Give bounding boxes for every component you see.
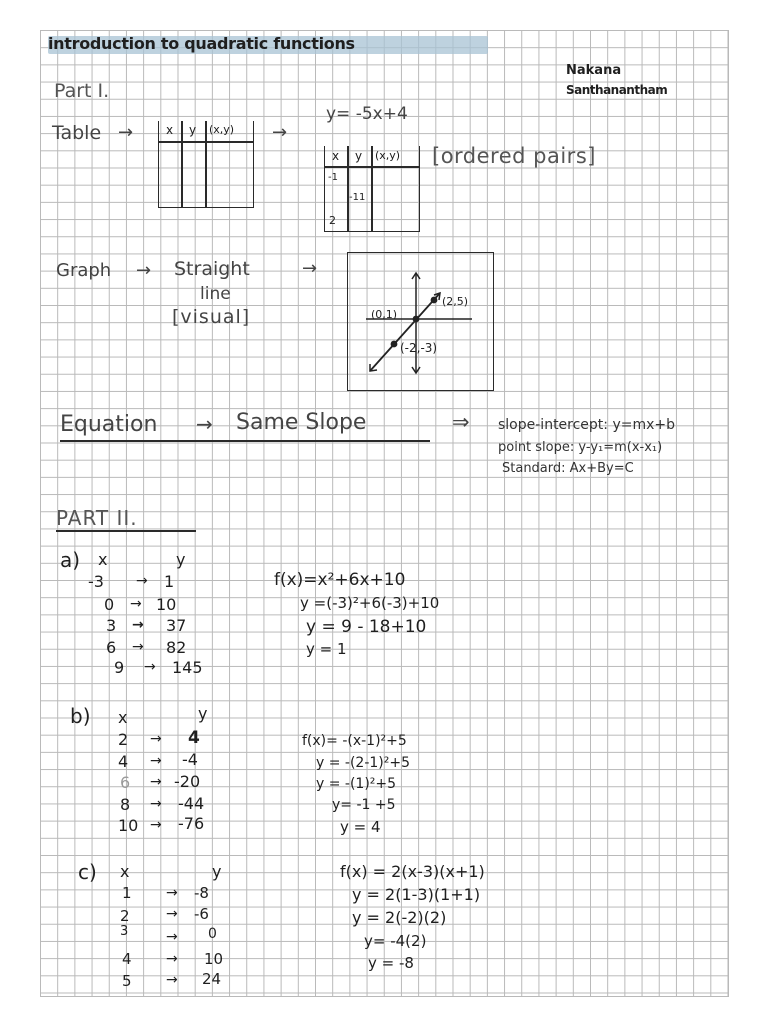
slope-intercept-form: slope-intercept: y=mx+b [498,417,676,433]
problem-b-step: y = -(2-1)²+5 [316,755,411,771]
problem-b-step: y= -1 +5 [332,797,396,813]
table2-header-y: y [355,149,363,163]
arrow-icon: → [166,906,178,922]
problem-b-y-value: -4 [182,750,198,769]
arrow-icon: → [118,122,134,143]
equation-underline [60,440,430,442]
problem-c-x-value: 3 [120,924,129,939]
arrow-icon: → [150,753,162,769]
problem-c-y-value: 24 [202,970,222,988]
table1-header-y: y [189,123,197,137]
table-label: Table [52,122,102,144]
point-0-1 [413,316,420,323]
arrow-icon: → [196,412,213,436]
problem-b-step: y = -(1)²+5 [316,776,397,792]
problem-c-step: y= -4(2) [364,932,427,950]
visual-label: [visual] [172,306,251,328]
problem-a-y-value: 145 [172,658,203,677]
problem-a-function: f(x)=x²+6x+10 [274,570,406,590]
problem-c-y-value: -6 [194,905,209,923]
problem-a-x-value: 6 [106,638,117,657]
arrow-icon: → [144,659,156,675]
problem-a-x-value: -3 [88,572,104,591]
table2-x-value: -1 [328,172,338,183]
arrow-icon: → [166,929,178,945]
problem-b-x-value: 2 [118,730,129,749]
problem-c-y-header: y [212,862,222,881]
double-arrow-icon: ⇒ [452,410,470,434]
problem-a-y-value: 82 [166,638,187,657]
problem-c-y-value: 10 [204,950,224,968]
problem-b-x-value: 10 [118,816,139,835]
arrow-icon: → [272,122,288,143]
problem-a-x-header: x [98,550,108,569]
point-neg2-neg3 [391,341,398,348]
line-graph [347,252,494,391]
problem-b-y-value: -20 [174,772,201,791]
problem-b-x-value: 6 [120,773,131,792]
same-slope-label: Same Slope [236,410,367,435]
point-label-2-5: (2,5) [442,295,469,308]
arrow-icon: → [136,260,152,281]
problem-b-function: f(x)= -(x-1)²+5 [302,733,407,749]
part-two-underline [56,530,196,532]
problem-a-x-value: 3 [106,616,117,635]
problem-c-function: f(x) = 2(x-3)(x+1) [340,862,485,881]
problem-a-step: y = 9 - 18+10 [306,617,427,637]
problem-a-answer: y = 1 [306,640,347,658]
arrow-icon: → [150,731,162,747]
table2-header-x: x [332,149,340,163]
problem-c-x-value: 1 [122,884,132,902]
problem-c-x-value: 5 [122,972,132,990]
author-first-name: Nakana [566,63,622,78]
problem-c-y-value: -8 [194,884,209,902]
arrow-icon: → [166,951,178,967]
point-label-0-1: (0,1) [371,308,398,321]
arrow-icon: → [150,774,162,790]
graph-label: Graph [56,260,112,281]
point-2-5 [431,297,438,304]
line-graph-svg [348,253,493,390]
problem-b-label: b) [70,704,91,728]
problem-a-y-value: 1 [164,572,175,591]
straight-label: Straight [174,258,250,280]
table1-header-xy: (x,y) [209,123,235,136]
arrow-icon: → [132,617,144,633]
problem-a-x-value: 9 [114,658,125,677]
arrow-icon: → [132,639,144,655]
problem-c-x-header: x [120,862,130,881]
line-label: line [200,284,231,304]
problem-b-y-value: 4 [188,728,200,748]
table2-x-value: 2 [329,214,336,227]
problem-b-answer: y = 4 [340,818,381,836]
problem-c-x-value: 2 [120,907,130,925]
problem-a-label: a) [60,548,81,572]
problem-c-y-value: 0 [208,926,217,942]
arrow-icon: → [136,573,148,589]
arrow-icon: → [150,817,162,833]
values-table [324,146,420,232]
point-label-neg2-neg3: (-2,-3) [400,341,438,355]
page-title: introduction to quadratic functions [48,34,355,53]
part-two-heading: PART II. [56,506,138,530]
author-last-name: Santhanantham [566,83,668,97]
problem-a-x-value: 0 [104,595,115,614]
linear-equation: y= -5x+4 [326,104,408,124]
problem-c-step: y = 2(1-3)(1+1) [352,885,481,904]
point-slope-form: point slope: y-y₁=m(x-x₁) [498,440,663,455]
problem-b-x-value: 4 [118,752,129,771]
problem-b-y-value: -44 [178,794,205,813]
part-one-heading: Part I. [54,80,110,102]
problem-b-x-value: 8 [120,795,131,814]
problem-b-y-header: y [198,704,208,723]
problem-c-x-value: 4 [122,950,132,968]
table2-y-value: -11 [349,192,366,203]
problem-a-y-value: 37 [166,616,187,635]
problem-a-y-value: 10 [156,595,177,614]
arrow-icon: → [150,796,162,812]
problem-b-y-value: -76 [178,814,205,833]
arrow-icon: → [130,596,142,612]
problem-a-y-header: y [176,550,186,569]
table2-header-xy: (x,y) [375,149,401,162]
standard-form: Standard: Ax+By=C [502,461,634,476]
arrow-icon: → [166,885,178,901]
arrow-icon: → [302,258,318,279]
problem-c-answer: y = -8 [368,954,414,972]
problem-c-step: y = 2(-2)(2) [352,908,447,927]
problem-a-step: y =(-3)²+6(-3)+10 [300,594,440,612]
arrow-icon: → [166,972,178,988]
table1-header-x: x [166,123,174,137]
ordered-pairs-note: [ordered pairs] [432,144,596,168]
plotted-line [370,293,440,371]
equation-label: Equation [60,412,158,437]
problem-b-x-header: x [118,708,128,727]
problem-c-label: c) [78,860,97,884]
empty-table [158,121,254,208]
